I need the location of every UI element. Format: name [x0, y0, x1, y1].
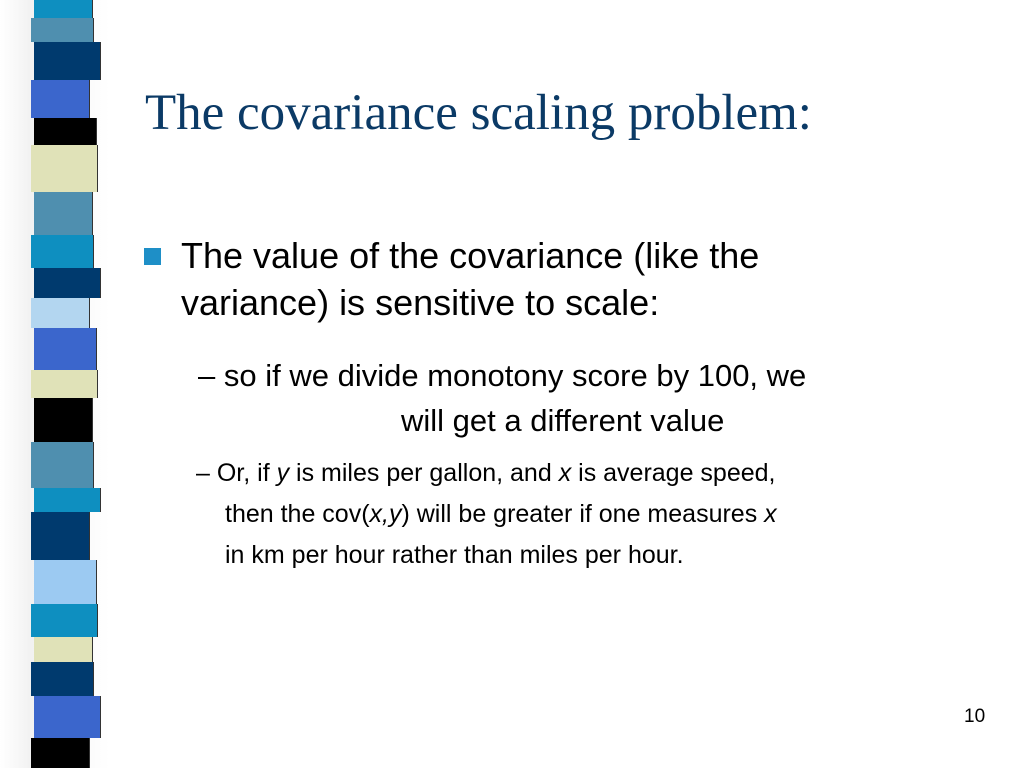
- stripe-segment: [31, 442, 94, 488]
- sub-bullet-2-text-b: is miles per gallon, and: [289, 459, 559, 487]
- variables-xy: x,y: [369, 500, 402, 528]
- stripe-segment: [34, 398, 93, 442]
- stripe-segment: [34, 637, 93, 662]
- stripe-segment: [31, 298, 90, 328]
- sub-bullet-2-line2: [196, 494, 996, 535]
- stripe-segment: [31, 80, 90, 118]
- sub-bullet-2-text-c: is average speed,: [571, 459, 776, 487]
- page-number: 10: [964, 706, 986, 727]
- stripe-segment: [31, 145, 98, 192]
- sub-bullet-2-text-e: ) will be greater if one measures: [401, 500, 765, 528]
- decorative-side-stripe: [0, 0, 118, 768]
- stripe-segment: [34, 118, 97, 145]
- stripe-segment: [34, 42, 101, 80]
- main-bullet: [144, 232, 944, 326]
- stripe-segment: [31, 662, 94, 696]
- dash-bullet-icon: –: [196, 459, 210, 487]
- square-bullet-icon: [144, 248, 161, 265]
- sub-bullet-2-text-a: Or, if: [216, 459, 277, 487]
- stripe-segment: [31, 738, 90, 768]
- stripe-segment: [34, 560, 97, 604]
- stripe-segment: [31, 235, 94, 268]
- stripe-segment: [34, 328, 97, 370]
- sub-bullet-1-line2: will get a different value: [401, 403, 725, 438]
- main-bullet-line2: variance) is sensitive to scale:: [181, 282, 660, 323]
- main-bullet-line1: The value of the covariance (like the: [181, 235, 760, 276]
- sub-bullet-2: [196, 453, 996, 576]
- sub-bullet-1-line1: so if we divide monotony score by 100, we: [223, 358, 807, 393]
- dash-bullet-icon: –: [198, 358, 216, 393]
- stripe-segment: [31, 370, 98, 398]
- variable-x: x: [558, 459, 572, 487]
- sub-bullet-2-text-d: then the cov(: [225, 500, 370, 528]
- sub-bullet-2-line3: in km per hour rather than miles per hour.: [225, 541, 684, 569]
- stripe-segment: [34, 696, 101, 738]
- stripe-segment: [31, 604, 98, 637]
- sub-bullet-1: [198, 353, 998, 443]
- stripe-segment: [31, 512, 90, 560]
- stripe-segment: [31, 18, 94, 42]
- stripe-segment: [34, 488, 101, 512]
- stripe-segment: [34, 268, 101, 298]
- slide-title: The covariance scaling problem:: [145, 85, 812, 141]
- stripe-segment: [34, 192, 93, 235]
- variable-x-2: x: [764, 500, 777, 528]
- sub-bullet-2-line1: [196, 453, 996, 494]
- stripe-segment: [34, 0, 93, 18]
- variable-y: y: [276, 459, 290, 487]
